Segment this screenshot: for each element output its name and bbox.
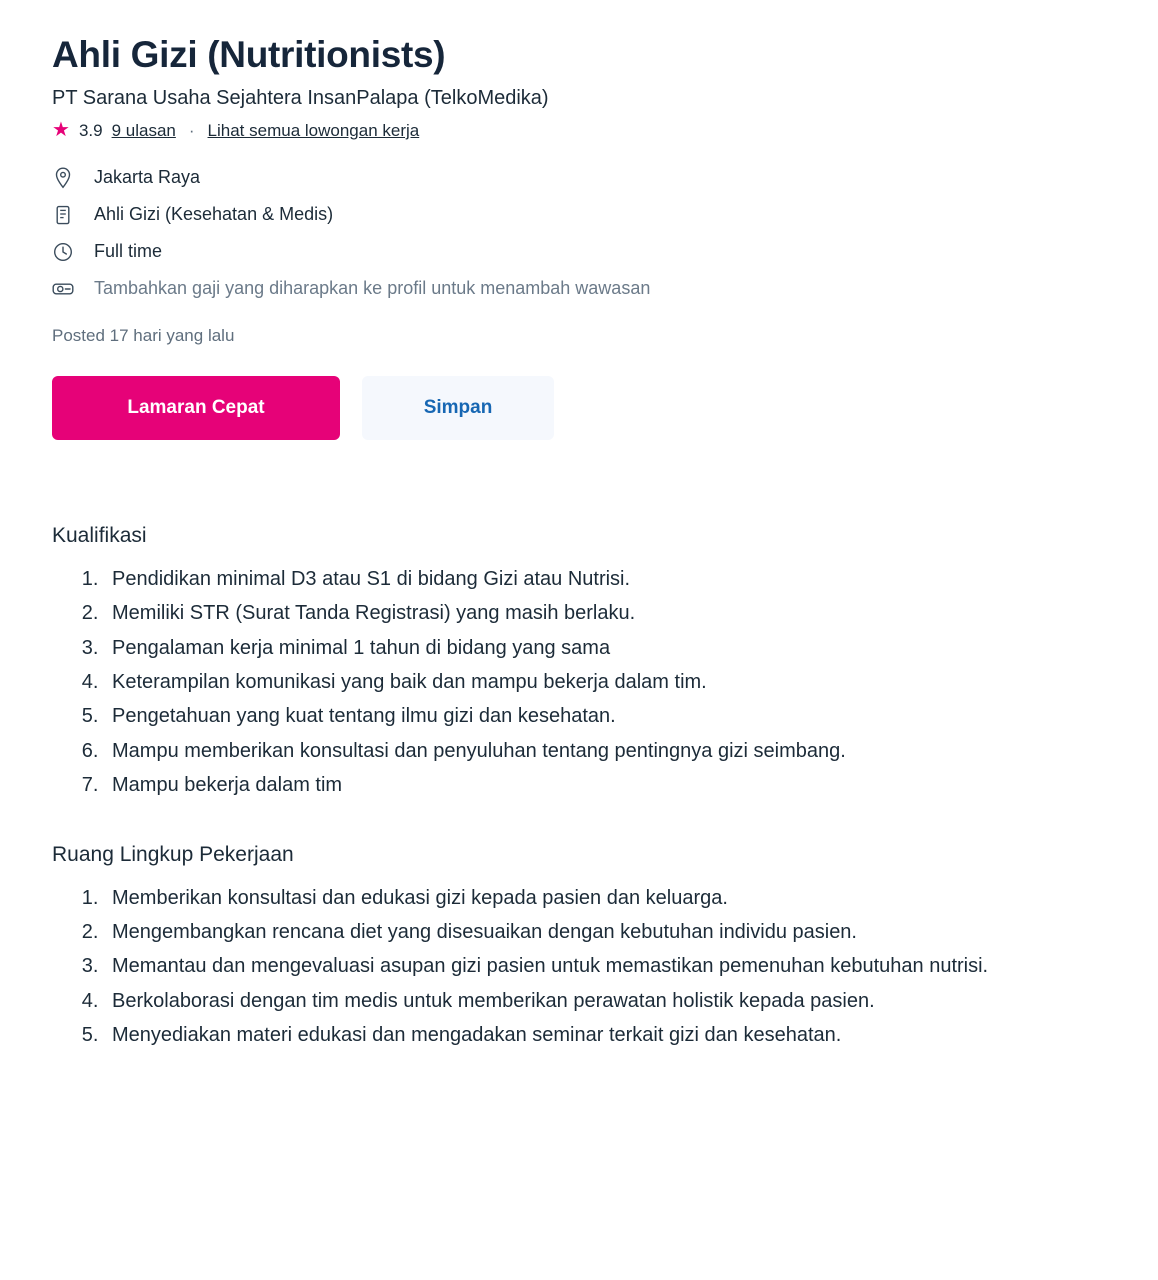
- list-item: 4. Keterampilan komunikasi yang baik dan mampu bekerja dalam tim.: [104, 665, 1106, 699]
- meta-text-location: Jakarta Raya: [94, 167, 201, 188]
- meta-row-worktype: [52, 241, 1106, 263]
- list-item: 1. Memberikan konsultasi dan edukasi gizi kepada pasien dan keluarga.: [104, 881, 1106, 915]
- section-ruang-lingkup: [52, 843, 1106, 1053]
- posted-date: Posted 17 hari yang lalu: [52, 325, 235, 345]
- meta-text-salary: Tambahkan gaji yang diharapkan ke profil untuk menambah wawasan: [94, 278, 651, 299]
- page-title: Ahli Gizi (Nutritionists): [52, 34, 446, 75]
- save-button[interactable]: Simpan: [362, 376, 554, 440]
- all-jobs-link[interactable]: Lihat semua lowongan kerja: [207, 120, 420, 140]
- rating-row: [52, 118, 1106, 141]
- list-item: 5. Menyediakan materi edukasi dan mengadakan seminar terkait gizi dan kesehatan.: [104, 1018, 1106, 1052]
- section-heading-kualifikasi: Kualifikasi: [52, 523, 147, 547]
- star-icon: ★: [52, 118, 70, 141]
- reviews-link[interactable]: 9 ulasan: [111, 120, 176, 140]
- rating-value: 3.9: [78, 120, 103, 140]
- company-name: PT Sarana Usaha Sejahtera InsanPalapa (TelkoMedika): [52, 86, 549, 109]
- money-icon: [52, 278, 74, 300]
- quick-apply-button[interactable]: Lamaran Cepat: [52, 376, 340, 440]
- meta-row-location: [52, 167, 1106, 189]
- job-meta-list: [52, 167, 1106, 300]
- list-item: 4. Berkolaborasi dengan tim medis untuk memberikan perawatan holistik kepada pasien.: [104, 984, 1106, 1018]
- list-item: 7. Mampu bekerja dalam tim: [104, 768, 1106, 802]
- meta-row-salary: [52, 278, 1106, 300]
- action-buttons: [52, 376, 1106, 440]
- list-item: 3. Pengalaman kerja minimal 1 tahun di bidang yang sama: [104, 631, 1106, 665]
- meta-row-category: [52, 204, 1106, 226]
- briefcase-icon: [52, 204, 74, 226]
- list-item: 1. Pendidikan minimal D3 atau S1 di bidang Gizi atau Nutrisi.: [104, 562, 1106, 596]
- list-item: 2. Memiliki STR (Surat Tanda Registrasi) yang masih berlaku.: [104, 596, 1106, 630]
- scope-of-work-list: [52, 881, 1106, 1053]
- location-pin-icon: [52, 167, 74, 189]
- meta-text-category: Ahli Gizi (Kesehatan & Medis): [94, 204, 334, 225]
- section-kualifikasi: [52, 524, 1106, 803]
- qualifications-list: [52, 562, 1106, 803]
- meta-text-worktype: Full time: [94, 241, 163, 262]
- separator: ·: [188, 120, 195, 140]
- list-item: 6. Mampu memberikan konsultasi dan penyuluhan tentang pentingnya gizi seimbang.: [104, 734, 1106, 768]
- list-item: 5. Pengetahuan yang kuat tentang ilmu gizi dan kesehatan.: [104, 699, 1106, 733]
- list-item: 2. Mengembangkan rencana diet yang disesuaikan dengan kebutuhan individu pasien.: [104, 915, 1106, 949]
- clock-icon: [52, 241, 74, 263]
- section-heading-ruang-lingkup: Ruang Lingkup Pekerjaan: [52, 842, 294, 866]
- list-item: 3. Memantau dan mengevaluasi asupan gizi pasien untuk memastikan pemenuhan kebutuhan nutrisi.: [104, 949, 1106, 983]
